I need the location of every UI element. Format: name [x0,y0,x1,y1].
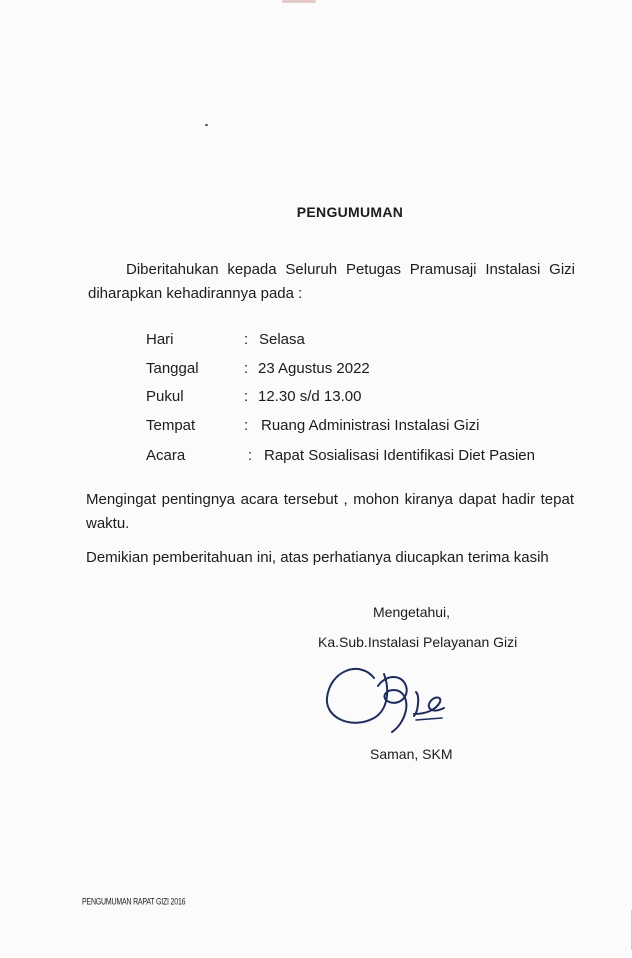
detail-colon: : [244,360,249,377]
signer-name: Saman, SKM [370,746,453,762]
footer-label: PENGUMUMAN RAPAT GIZI 2016 [82,898,186,908]
detail-label: Pukul [146,388,184,405]
scan-mark [282,0,316,3]
detail-value: 12.30 s/d 13.00 [258,388,362,405]
signer-position: Ka.Sub.Instalasi Pelayanan Gizi [318,634,518,650]
closing-sentence: Demikian pemberitahuan ini, atas perhatianya diucapkan terima kasih [86,549,549,566]
document-title: PENGUMUMAN [296,204,404,220]
detail-colon: : [244,388,249,405]
intro-line-1: Diberitahukan kepada Seluruh Petugas Pramusaji Instalasi Gizi [126,261,575,278]
detail-colon: : [244,417,249,434]
detail-label: Hari [146,331,174,348]
intro-line-2: diharapkan kehadirannya pada : [88,285,303,302]
detail-label: Tempat [146,417,196,434]
detail-colon: : [244,331,249,348]
reminder-line-2: waktu. [86,515,130,532]
detail-colon: : [248,447,253,464]
detail-label: Tanggal [146,360,199,377]
detail-value: Selasa [259,331,305,348]
detail-value: 23 Agustus 2022 [258,360,370,377]
acknowledged-label: Mengetahui, [373,604,451,620]
handwritten-signature [322,656,462,738]
detail-value: Ruang Administrasi Instalasi Gizi [261,417,480,434]
reminder-line-1: Mengingat pentingnya acara tersebut , mohon kiranya dapat hadir tepat [86,491,574,508]
intro-paragraph [88,258,575,306]
detail-value: Rapat Sosialisasi Identifikasi Diet Pasien [264,447,535,464]
scan-speck [205,124,208,126]
detail-label: Acara [146,447,186,464]
reminder-paragraph [86,488,574,536]
